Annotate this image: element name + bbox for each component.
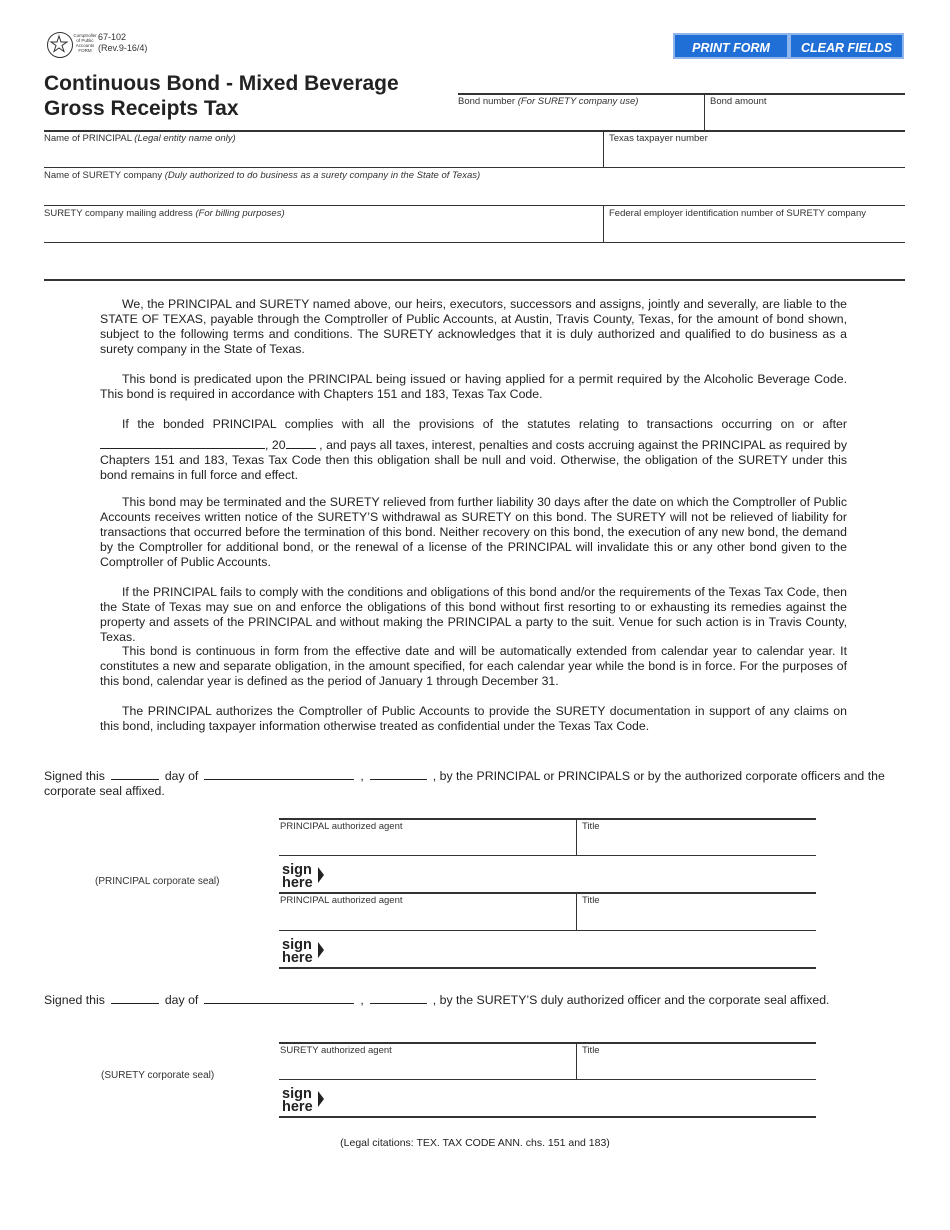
principal-agent-label-1: PRINCIPAL authorized agent <box>280 821 403 832</box>
divider <box>279 967 816 969</box>
page-title <box>44 71 399 121</box>
fein-label: Federal employer identification number of SURETY company <box>609 208 866 219</box>
surety-signature[interactable] <box>332 1084 814 1114</box>
principal-title-label-1: Title <box>582 821 600 832</box>
effective-year-input[interactable] <box>286 436 316 449</box>
divider <box>44 279 905 281</box>
divider <box>576 892 577 930</box>
sign-here-label: sign here <box>282 862 313 891</box>
surety-year-input[interactable] <box>370 992 427 1004</box>
principal-month-input[interactable] <box>204 768 354 780</box>
surety-agent-label: SURETY authorized agent <box>280 1045 392 1056</box>
title-line-1: Continuous Bond - Mixed Beverage <box>44 72 399 95</box>
bond-amount-input[interactable] <box>710 108 904 130</box>
surety-address-label: SURETY company mailing address (For billing purposes) <box>44 208 285 219</box>
principal-agent-input-1[interactable] <box>280 833 574 855</box>
principal-agent-input-2[interactable] <box>280 907 574 929</box>
form-number: 67-102 <box>98 32 127 42</box>
surety-name-input[interactable] <box>44 182 904 204</box>
sign-here-arrow-icon <box>318 1091 324 1107</box>
surety-signed-line <box>44 992 904 1008</box>
divider <box>279 930 816 931</box>
surety-day-input[interactable] <box>111 992 159 1004</box>
paragraph-predicate: This bond is predicated upon the PRINCIPAL being issued or having applied for a permit required by the Alcoholic Beverage Code. This bond is required in accordance with Chapters 151 and 183, Texas Tax Code. <box>100 372 847 401</box>
sign-here-label: sign here <box>282 1086 313 1115</box>
day-of-label: day of <box>164 993 199 1007</box>
legal-citation: (Legal citations: TEX. TAX CODE ANN. chs. 151 and 183) <box>340 1137 610 1149</box>
sign-here-label: sign here <box>282 937 313 966</box>
taxpayer-number-input[interactable] <box>609 145 903 167</box>
compliance-text-1: If the bonded PRINCIPAL complies with all the provisions of the statutes relating to transactions occurring on or after <box>122 417 847 431</box>
paragraph-continuous: This bond is continuous in form from the effective date and will be automatically extended from calendar year to calendar year. It constitutes a new and separate obligation, in the amount specified, for each calendar year while the bond is in force. For the purposes of this bond, calendar year is defined as the period of January 1 through December 31. <box>100 644 847 688</box>
paragraph-compliance <box>100 417 847 483</box>
compliance-text-2: , and pays all taxes, interest, penalties and costs accruing against the PRINCIPAL as required by Chapters 151 and 183, Texas Tax Code then this obligation shall be null and void. Otherwise, the obligation of the SURETY under this bond remains in full force and effect. <box>100 438 848 482</box>
principal-title-label-2: Title <box>582 895 600 906</box>
divider <box>44 205 905 206</box>
print-form-button[interactable]: PRINT FORM <box>673 33 789 59</box>
divider <box>44 130 905 132</box>
divider <box>279 1116 816 1118</box>
surety-month-input[interactable] <box>204 992 354 1004</box>
divider <box>279 818 816 820</box>
paragraph-authorization: The PRINCIPAL authorizes the Comptroller of Public Accounts to provide the SURETY documentation in support of any claims on this bond, including taxpayer information otherwise treated as confidential under the Texas Tax Code. <box>100 704 847 733</box>
day-of-label: day of <box>164 769 199 783</box>
surety-title-label: Title <box>582 1045 600 1056</box>
principal-name-label: Name of PRINCIPAL (Legal entity name only) <box>44 133 236 144</box>
divider <box>458 93 905 95</box>
surety-agent-input[interactable] <box>280 1057 574 1079</box>
fein-input[interactable] <box>609 220 903 242</box>
form-revision: (Rev.9-16/4) <box>98 43 148 53</box>
principal-name-input[interactable] <box>44 145 600 167</box>
comma-label: , <box>360 993 364 1007</box>
divider <box>576 818 577 856</box>
principal-signature-2[interactable] <box>332 935 814 965</box>
paragraph-termination: This bond may be terminated and the SURETY relieved from further liability 30 days after the date on which the Comptroller of Public Accounts receives written notice of the SURETY’S withdrawal as SURETY on this bond. The SURETY will not be relieved of liability for transactions that occurred before the termination of this bond. Neither recovery on this bond, the execution of any new bond, the demand by the Comptroller for additional bond, or the renewal of a license of the PRINCIPAL will invalidate this or any other bond given to the Comptroller of Public Accounts. <box>100 495 847 569</box>
principal-signed-line <box>44 768 904 799</box>
surety-signed-text: , by the SURETY’S duly authorized officer and the corporate seal affixed. <box>432 993 830 1007</box>
surety-title-input[interactable] <box>582 1057 814 1079</box>
divider <box>704 93 705 131</box>
principal-signature-1[interactable] <box>332 860 814 890</box>
clear-fields-button[interactable]: CLEAR FIELDS <box>789 33 904 59</box>
divider <box>279 1079 816 1080</box>
divider <box>279 892 816 894</box>
divider <box>44 242 905 243</box>
form-number-block <box>98 32 147 54</box>
paragraph-liability: We, the PRINCIPAL and SURETY named above, our heirs, executors, successors and assigns, jointly and severally, are liable to the STATE OF TEXAS, payable through the Comptroller of Public Accounts, at Austin, Travis County, Texas, for the amount of bond shown, subject to the following terms and conditions. The SURETY acknowledges that it is duly authorized and qualified to do business as a surety company in the State of Texas. <box>100 297 847 356</box>
surety-address-input[interactable] <box>44 220 600 242</box>
bond-number-label: Bond number (For SURETY company use) <box>458 96 639 107</box>
paragraph-enforcement: If the PRINCIPAL fails to comply with the conditions and obligations of this bond and/or the requirements of the Texas Tax Code, then the State of Texas may sue on and enforce the obligations of this bond without first resorting to or exhausting its remedies against the property and assets of the PRINCIPAL and without making the PRINCIPAL a party to the suit. Venue for such action is in Travis County, Texas. <box>100 585 847 644</box>
bond-amount-label: Bond amount <box>710 96 767 107</box>
effective-date-input[interactable] <box>100 436 265 449</box>
divider <box>603 205 604 242</box>
divider <box>279 855 816 856</box>
comma-label: , <box>360 769 364 783</box>
title-line-2: Gross Receipts Tax <box>44 97 239 120</box>
principal-signed-text: , by the PRINCIPAL or PRINCIPALS or by the authorized corporate officers and the corporate seal affixed. <box>44 769 885 798</box>
principal-title-input-1[interactable] <box>582 833 814 855</box>
compliance-year-prefix: , 20 <box>265 438 286 452</box>
divider <box>279 1042 816 1044</box>
sign-here-arrow-icon <box>318 942 324 958</box>
divider <box>44 167 905 168</box>
sign-here-arrow-icon <box>318 867 324 883</box>
signed-this-label: Signed this <box>44 993 105 1007</box>
comptroller-seal-icon <box>47 32 73 58</box>
principal-day-input[interactable] <box>111 768 159 780</box>
signed-this-label: Signed this <box>44 769 105 783</box>
divider <box>576 1042 577 1079</box>
seal-caption: Comptroller of Public Accounts FORM <box>73 33 97 53</box>
surety-seal-label: (SURETY corporate seal) <box>101 1070 215 1081</box>
principal-agent-label-2: PRINCIPAL authorized agent <box>280 895 403 906</box>
taxpayer-number-label: Texas taxpayer number <box>609 133 708 144</box>
principal-year-input[interactable] <box>370 768 427 780</box>
bond-number-input[interactable] <box>458 108 702 130</box>
principal-title-input-2[interactable] <box>582 907 814 929</box>
surety-name-label: Name of SURETY company (Duly authorized to do business as a surety company in the State of Texas) <box>44 170 481 181</box>
principal-seal-label: (PRINCIPAL corporate seal) <box>95 876 220 887</box>
surety-address-line-2-input[interactable] <box>44 244 904 278</box>
divider <box>603 130 604 168</box>
